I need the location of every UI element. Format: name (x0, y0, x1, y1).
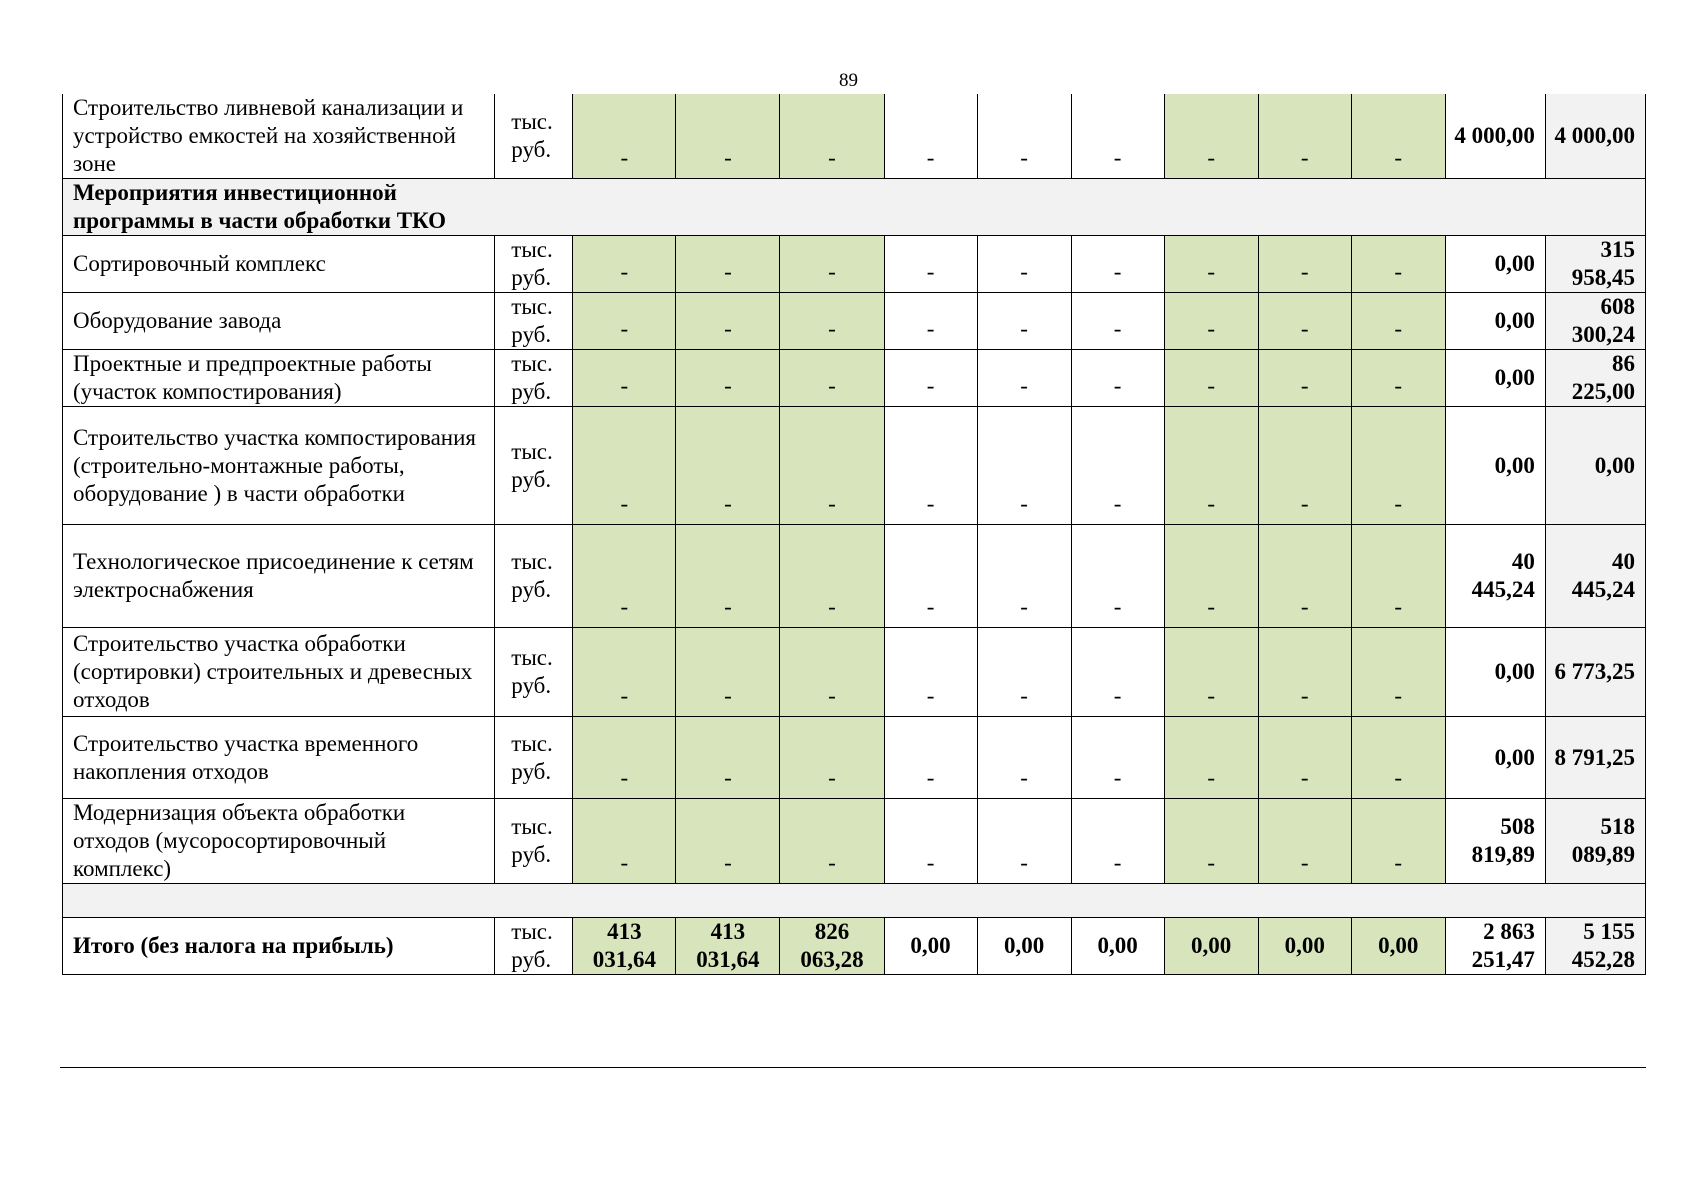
row-name: Технологическое присоединение к сетям электроснабжения (63, 525, 495, 628)
table-row (63, 799, 1646, 884)
value-cell: - (1351, 94, 1445, 179)
value-cell: - (676, 799, 780, 884)
value-cell: 0,00 (1445, 628, 1545, 717)
value-cell: 8 791,25 (1545, 717, 1645, 799)
investment-program-table (62, 94, 1646, 975)
value-cell: - (573, 350, 676, 407)
value-cell: - (1258, 525, 1351, 628)
total-value-cell: 0,00 (1164, 918, 1258, 975)
value-cell: 0,00 (1445, 407, 1545, 525)
row-name: Строительство участка обработки (сортировки) строительных и древесных отходов (63, 628, 495, 717)
value-cell: - (977, 628, 1071, 717)
value-cell: - (977, 293, 1071, 350)
total-value-cell: 413 031,64 (676, 918, 780, 975)
value-cell: - (1071, 236, 1164, 293)
total-value-cell: 413 031,64 (573, 918, 676, 975)
section-row (63, 179, 1646, 236)
value-cell: - (676, 94, 780, 179)
value-cell: - (1351, 799, 1445, 884)
row-name: Модернизация объекта обработки отходов (мусоросортировочный комплекс) (63, 799, 495, 884)
value-cell: - (1258, 94, 1351, 179)
value-cell: - (1258, 717, 1351, 799)
value-cell: - (1351, 628, 1445, 717)
value-cell: - (884, 525, 977, 628)
value-cell: - (977, 525, 1071, 628)
value-cell: - (1351, 407, 1445, 525)
value-cell: 0,00 (1445, 717, 1545, 799)
unit-cell: тыс. руб. (495, 350, 573, 407)
value-cell: - (884, 628, 977, 717)
unit-cell: тыс. руб. (495, 628, 573, 717)
value-cell: - (1071, 717, 1164, 799)
value-cell: - (1071, 628, 1164, 717)
value-cell: - (1351, 236, 1445, 293)
value-cell: - (780, 94, 884, 179)
value-cell: - (676, 628, 780, 717)
value-cell: - (780, 628, 884, 717)
value-cell: - (1258, 628, 1351, 717)
value-cell: 40 445,24 (1545, 525, 1645, 628)
value-cell: - (1164, 525, 1258, 628)
total-value-cell: 0,00 (1071, 918, 1164, 975)
value-cell: - (573, 236, 676, 293)
value-cell: 608 300,24 (1545, 293, 1645, 350)
value-cell: - (1164, 628, 1258, 717)
value-cell: 315 958,45 (1545, 236, 1645, 293)
total-value-cell: 0,00 (1258, 918, 1351, 975)
value-cell: - (1164, 799, 1258, 884)
unit-cell: тыс. руб. (495, 293, 573, 350)
value-cell: - (1071, 407, 1164, 525)
value-cell: - (676, 350, 780, 407)
value-cell: - (780, 407, 884, 525)
row-name: Проектные и предпроектные работы (участок компостирования) (63, 350, 495, 407)
value-cell: - (573, 407, 676, 525)
total-value-cell: 826 063,28 (780, 918, 884, 975)
table-row (63, 350, 1646, 407)
table-row (63, 717, 1646, 799)
value-cell: 508 819,89 (1445, 799, 1545, 884)
value-cell: - (884, 717, 977, 799)
value-cell: - (780, 236, 884, 293)
value-cell: - (1071, 525, 1164, 628)
unit-cell: тыс. руб. (495, 236, 573, 293)
value-cell: - (676, 236, 780, 293)
value-cell: 6 773,25 (1545, 628, 1645, 717)
value-cell: 0,00 (1545, 407, 1645, 525)
value-cell: 4 000,00 (1445, 94, 1545, 179)
value-cell: - (884, 799, 977, 884)
value-cell: - (1164, 94, 1258, 179)
unit-cell: тыс. руб. (495, 799, 573, 884)
value-cell: - (780, 525, 884, 628)
value-cell: - (977, 799, 1071, 884)
value-cell: - (1164, 717, 1258, 799)
total-row (63, 918, 1646, 975)
value-cell: - (1071, 293, 1164, 350)
value-cell: - (1258, 293, 1351, 350)
value-cell: - (884, 236, 977, 293)
unit-cell: тыс. руб. (495, 407, 573, 525)
value-cell: - (884, 94, 977, 179)
value-cell: - (1164, 236, 1258, 293)
table-row (63, 525, 1646, 628)
value-cell: 40 445,24 (1445, 525, 1545, 628)
value-cell: - (1164, 350, 1258, 407)
section-header: Мероприятия инвестиционной программы в части обработки ТКО (73, 180, 447, 233)
value-cell: 86 225,00 (1545, 350, 1645, 407)
value-cell: - (780, 799, 884, 884)
total-value-cell: 2 863 251,47 (1445, 918, 1545, 975)
value-cell: - (1351, 525, 1445, 628)
value-cell: - (780, 717, 884, 799)
value-cell: - (1164, 407, 1258, 525)
total-value-cell: 5 155 452,28 (1545, 918, 1645, 975)
value-cell: - (573, 628, 676, 717)
value-cell: - (1071, 350, 1164, 407)
value-cell: - (676, 717, 780, 799)
row-name: Строительство участка временного накопления отходов (63, 717, 495, 799)
row-name: Сортировочный комплекс (63, 236, 495, 293)
value-cell: 0,00 (1445, 236, 1545, 293)
value-cell: - (573, 799, 676, 884)
value-cell: - (1258, 799, 1351, 884)
value-cell: - (884, 407, 977, 525)
value-cell: - (573, 717, 676, 799)
value-cell: - (780, 293, 884, 350)
value-cell: - (977, 94, 1071, 179)
table-row (63, 628, 1646, 717)
page-number: 89 (839, 70, 858, 91)
value-cell: - (1351, 717, 1445, 799)
value-cell: - (977, 236, 1071, 293)
value-cell: - (1351, 350, 1445, 407)
value-cell: 518 089,89 (1545, 799, 1645, 884)
unit-cell: тыс. руб. (495, 717, 573, 799)
total-label: Итого (без налога на прибыль) (63, 918, 495, 975)
total-value-cell: 0,00 (884, 918, 977, 975)
table-row (63, 407, 1646, 525)
value-cell: - (1258, 350, 1351, 407)
row-name: Строительство ливневой канализации и устройство емкостей на хозяйственной зоне (63, 94, 495, 179)
unit-cell: тыс. руб. (495, 918, 573, 975)
table-row (63, 236, 1646, 293)
total-value-cell: 0,00 (977, 918, 1071, 975)
value-cell: 0,00 (1445, 293, 1545, 350)
total-value-cell: 0,00 (1351, 918, 1445, 975)
value-cell: 4 000,00 (1545, 94, 1645, 179)
value-cell: - (884, 350, 977, 407)
value-cell: - (676, 407, 780, 525)
value-cell: - (1071, 799, 1164, 884)
value-cell: - (977, 717, 1071, 799)
value-cell: - (780, 350, 884, 407)
spacer-row (63, 884, 1646, 918)
unit-cell: тыс. руб. (495, 525, 573, 628)
value-cell: - (1258, 407, 1351, 525)
value-cell: 0,00 (1445, 350, 1545, 407)
value-cell: - (1258, 236, 1351, 293)
value-cell: - (1164, 293, 1258, 350)
footer-divider (60, 1067, 1646, 1068)
value-cell: - (573, 94, 676, 179)
value-cell: - (1351, 293, 1445, 350)
value-cell: - (573, 293, 676, 350)
value-cell: - (884, 293, 977, 350)
value-cell: - (977, 350, 1071, 407)
table-row (63, 293, 1646, 350)
table-row (63, 94, 1646, 179)
value-cell: - (573, 525, 676, 628)
unit-cell: тыс. руб. (495, 94, 573, 179)
row-name: Строительство участка компостирования (строительно-монтажные работы, оборудование ) в части обработки (63, 407, 495, 525)
value-cell: - (977, 407, 1071, 525)
value-cell: - (676, 293, 780, 350)
value-cell: - (1071, 94, 1164, 179)
value-cell: - (676, 525, 780, 628)
row-name: Оборудование завода (63, 293, 495, 350)
